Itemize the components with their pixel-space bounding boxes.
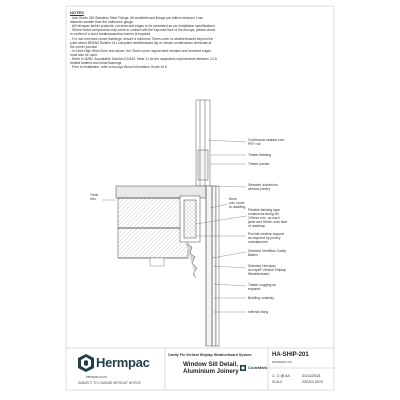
note-line: treated battens and metal flashings [70,61,122,66]
codemark-logo-icon [240,365,246,371]
callout-cover: 8mm min. cover to cladding [229,197,246,210]
note-line: diameter smaller than the nail/screw gauge [70,20,133,25]
callout-lining: Internal lining [248,310,269,314]
sill-assembly [116,186,206,258]
note-line: - Refer to NZBC Acceptable Solution E2/AS1 Table 21 for the separation requirements between CCA [70,57,217,62]
callout-underlay: Building underlay [248,296,275,300]
issued-date: 21/11/2021 [302,374,321,378]
callout-packer: Timber packer [248,162,270,166]
callout-support: Provide window support as required by joinery manufacturer [248,232,284,245]
callout-gap: Treat min. [90,193,98,202]
brand-name: Hermpac [96,355,150,370]
note-line: - In Extra High Wind Zone and above, the 75mm cover requirement remains and hemmed edges [70,48,211,53]
callout-nogging: Timber nogging as required [248,283,276,292]
window-frame [196,100,210,186]
callout-weatherboard: Selected Hermpac Accoya® Vertical Shiplap Weatherboard [248,264,286,277]
scale-value: 1 : 2 @ A4 [272,374,290,378]
note-line: must also be used [70,52,97,57]
notes-title: NOTES [70,10,84,15]
brand-website[interactable]: hermpac.co.nz [86,375,107,379]
note-line: - All Hermpac timber products, cut ends and edges to be presealed as per installation specifications [70,24,215,29]
wall-layers [206,186,219,346]
note-line: - For non-hemmed corner flashings, ensure a minimum 75mm cover to weatherboards beyond the [70,36,214,41]
flashing-tape [186,244,197,278]
note-line: - Prior to installation, refer to Accoya Wood Information Guide v3.6 [70,65,167,70]
drawing-number-label: DRAWING NO. [272,360,293,364]
drawing-title-line1: Window Sill Detail, [183,361,238,368]
system-name: Cavity Fix Vertical Shiplap Weatherboard System [168,353,252,357]
notes-block [70,11,340,69]
note-line: - Use Grade 316 Stainless Steel Fixings. All weatherboard fixings pre-drilled minimum 1mm [70,16,204,21]
note-line: to confirm if a bond break/separation barrier is required [70,32,151,37]
callout-batten: Selected Ventiflow Cavity Batten [248,249,287,258]
callout-joinery: Selected aluminium window joinery [248,183,278,192]
codemark-label: CodeMark [248,365,268,370]
scale-label: SCALE [272,380,283,384]
callout-flashing: Timber flashing [248,153,272,157]
drawing-number: HA-SHIP-201 [272,352,309,358]
issued-date-label: ISSUED DATE [302,380,324,384]
batten-block [150,258,164,266]
note-line: point where BRANZ Bulletin 411 compliant weatherboard lap or rebate combinations terminate at [70,40,212,45]
disclaimer: SUBJECT TO CHANGE WITHOUT NOTICE [78,381,141,385]
note-line: the corner junction [70,44,98,49]
callout-tape: Flexible flashing tape continuous along sill, 100mm min. up each jamb and 50mm onto face of underlay [248,208,288,229]
hermpac-logo-icon [78,354,94,372]
drawing-title-line2: Aluminium Joinery [183,368,239,375]
drawing-title [183,361,239,375]
callout-sealant: Continuous sealant over PEF rod [248,138,285,147]
note-line: - Where metal components may come in contact with the exposed face of the Accoya, please check [70,28,216,33]
